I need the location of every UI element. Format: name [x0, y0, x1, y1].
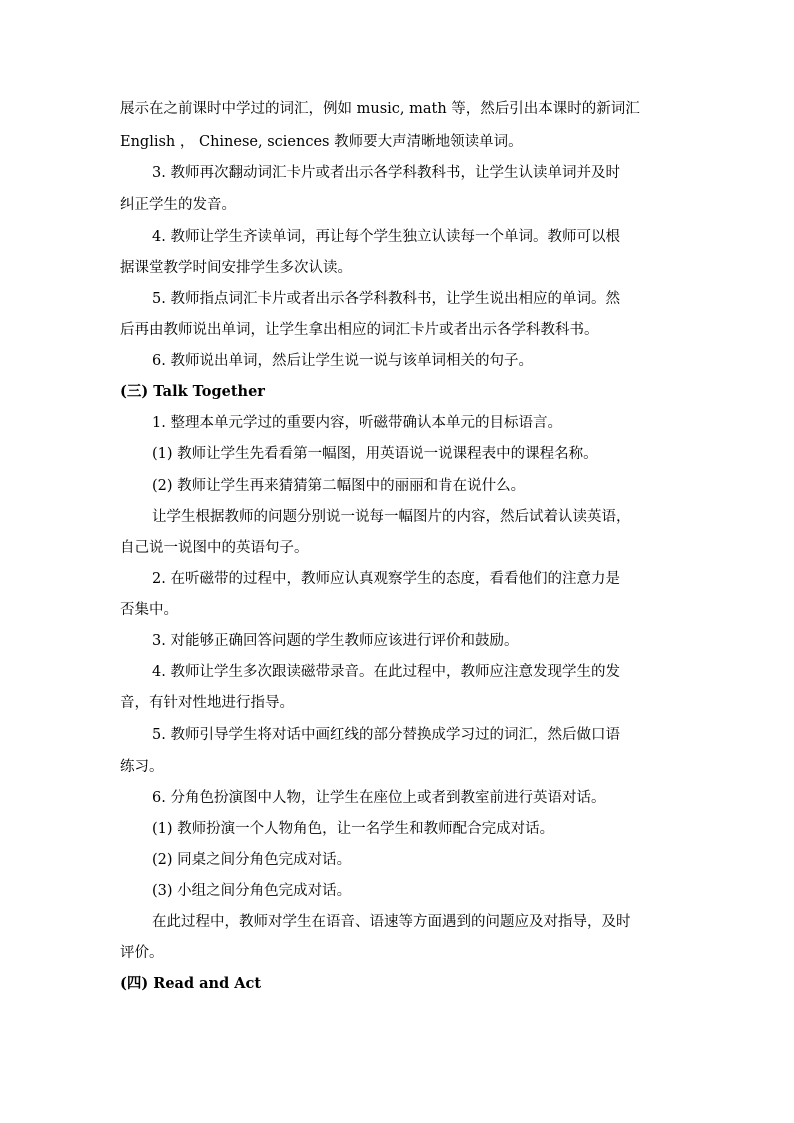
section-heading: (四) Read and Act [120, 975, 262, 992]
text-line: 在此过程中，教师对学生在语音、语速等方面遇到的问题应及对指导，及时 [152, 914, 631, 930]
text-line: 否集中。 [120, 602, 178, 618]
text-line: 让学生根据教师的问题分别说一说每一幅图片的内容，然后试着认读英语， [152, 509, 631, 525]
text-line: 6. 教师说出单词，然后让学生说一说与该单词相关的句子。 [152, 353, 533, 369]
text-line: 3. 对能够正确回答问题的学生教师应该进行评价和鼓励。 [152, 633, 519, 649]
text-line: 1. 整理本单元学过的重要内容，听磁带确认本单元的目标语言。 [152, 415, 562, 431]
text-line: 5. 教师指点词汇卡片或者出示各学科教科书，让学生说出相应的单词。然 [152, 291, 620, 307]
section-heading: (三) Talk Together [120, 383, 265, 400]
text-line: 3. 教师再次翻动词汇卡片或者出示各学科教科书，让学生认读单词并及时 [152, 165, 620, 181]
text-line: 5. 教师引导学生将对话中画红线的部分替换成学习过的词汇，然后做口语 [152, 727, 620, 743]
text-line: (2) 同桌之间分角色完成对话。 [152, 852, 352, 868]
text-line: (3) 小组之间分角色完成对话。 [152, 883, 352, 899]
text-line: 练习。 [120, 759, 164, 775]
text-line: 据课堂教学时间安排学生多次认读。 [120, 260, 352, 276]
text-line: 4. 教师让学生多次跟读磁带录音。在此过程中，教师应注意发现学生的发 [152, 664, 620, 680]
text-line: 纠正学生的发音。 [120, 197, 236, 213]
text-line: (1) 教师扮演一个人物角色，让一名学生和教师配合完成对话。 [152, 821, 555, 837]
text-line: 后再由教师说出单词，让学生拿出相应的词汇卡片或者出示各学科教科书。 [120, 322, 599, 338]
text-line: 自己说一说图中的英语句子。 [120, 540, 309, 556]
text-line: 4. 教师让学生齐读单词，再让每个学生独立认读每一个单词。教师可以根 [152, 229, 620, 245]
text-line: 6. 分角色扮演图中人物，让学生在座位上或者到教室前进行英语对话。 [152, 790, 606, 806]
text-line: 音，有针对性地进行指导。 [120, 695, 294, 711]
text-line: 展示在之前课时中学过的词汇，例如 music, math 等，然后引出本课时的新词汇 [120, 101, 640, 117]
text-line: 评价。 [120, 945, 164, 961]
text-line: 2. 在听磁带的过程中，教师应认真观察学生的态度，看看他们的注意力是 [152, 571, 620, 587]
text-line: (2) 教师让学生再来猜猜第二幅图中的丽丽和肯在说什么。 [152, 478, 526, 494]
text-line: (1) 教师让学生先看看第一幅图，用英语说一说课程表中的课程名称。 [152, 446, 598, 462]
text-line: English ， Chinese, sciences 教师要大声清晰地领读单词。 [120, 134, 523, 150]
